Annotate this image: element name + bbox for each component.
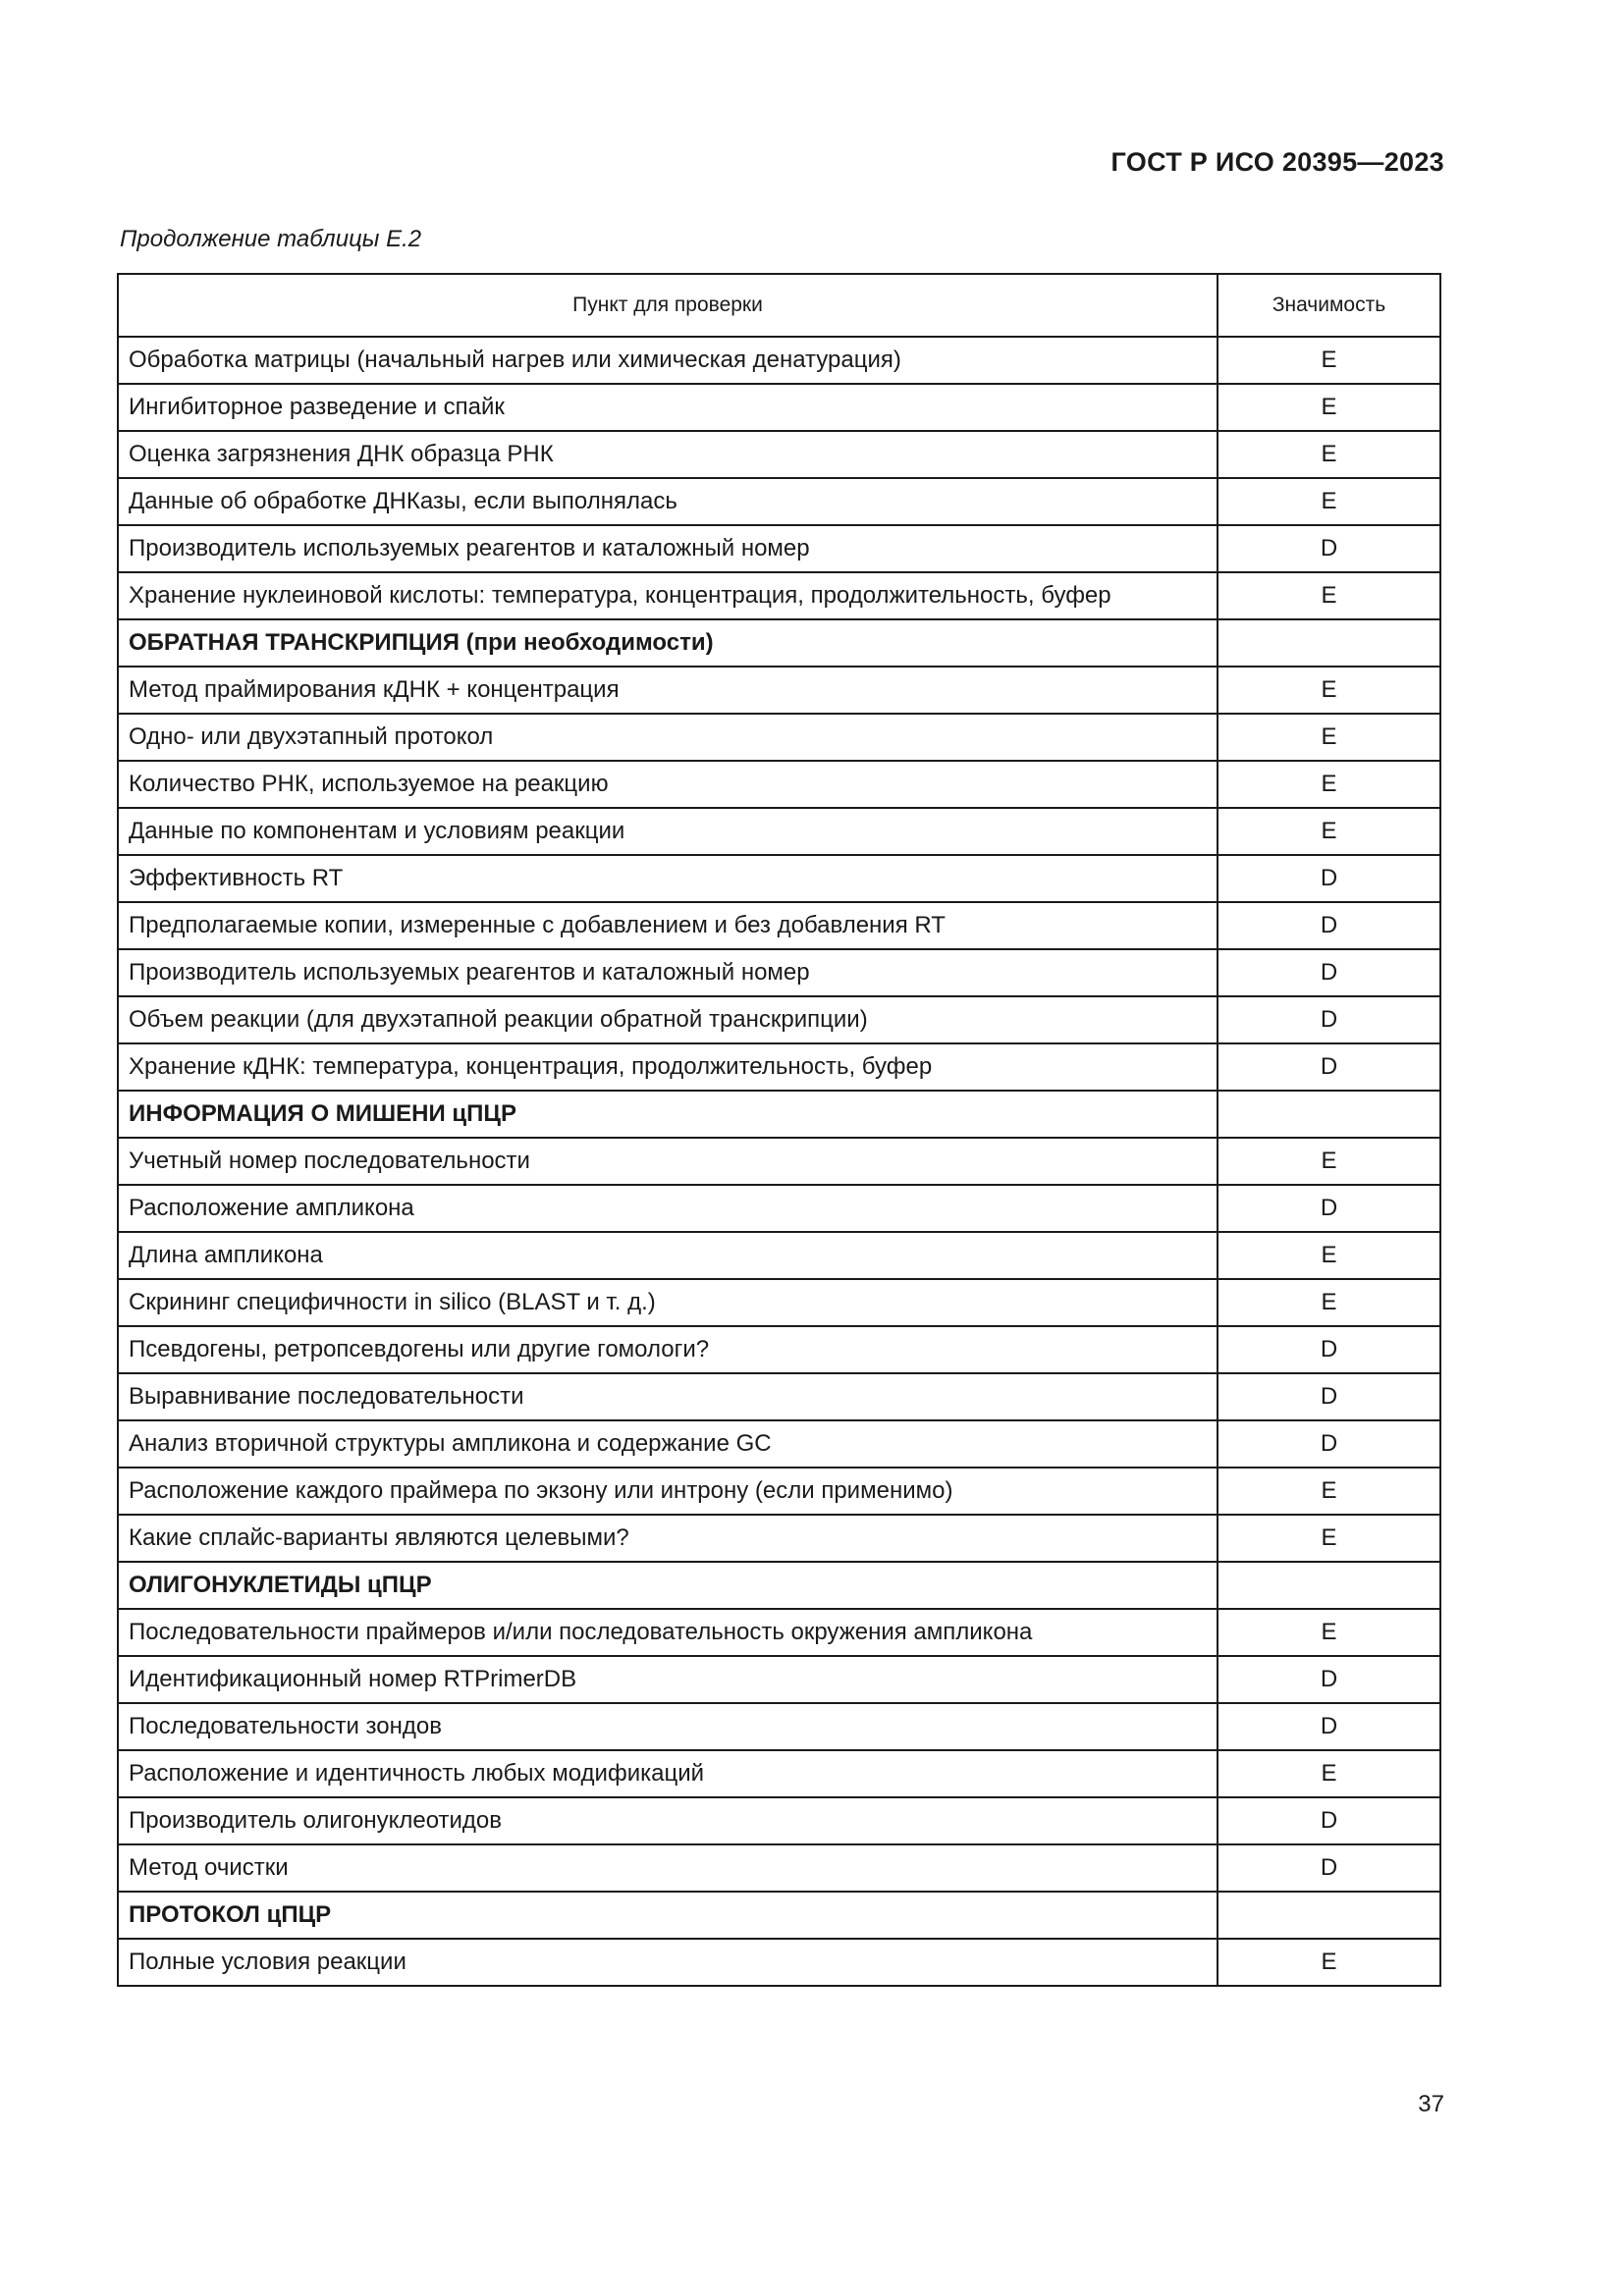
check-item: Идентификационный номер RTPrimerDB — [118, 1656, 1218, 1703]
table-row — [118, 1656, 1440, 1703]
checklist-table — [117, 273, 1441, 1987]
significance-value — [1218, 619, 1440, 667]
significance-value: E — [1218, 478, 1440, 525]
significance-value: D — [1218, 902, 1440, 949]
significance-value: E — [1218, 1609, 1440, 1656]
check-item: Данные об обработке ДНКазы, если выполнялась — [118, 478, 1218, 525]
check-item: Скрининг специфичности in silico (BLAST и т. д.) — [118, 1279, 1218, 1326]
significance-value: E — [1218, 431, 1440, 478]
table-row — [118, 855, 1440, 902]
table-row — [118, 1609, 1440, 1656]
significance-value: E — [1218, 667, 1440, 714]
check-item: Расположение каждого праймера по экзону или интрону (если применимо) — [118, 1468, 1218, 1515]
significance-value: D — [1218, 1797, 1440, 1844]
check-item: Производитель олигонуклеотидов — [118, 1797, 1218, 1844]
significance-value: E — [1218, 1468, 1440, 1515]
check-item: Псевдогены, ретропсевдогены или другие гомологи? — [118, 1326, 1218, 1373]
table-row — [118, 1468, 1440, 1515]
significance-value: E — [1218, 572, 1440, 619]
table-row — [118, 1232, 1440, 1279]
significance-value — [1218, 1562, 1440, 1609]
significance-value: D — [1218, 949, 1440, 996]
significance-value: E — [1218, 1515, 1440, 1562]
check-item: Метод очистки — [118, 1844, 1218, 1892]
significance-value: E — [1218, 1750, 1440, 1797]
check-item: Эффективность RT — [118, 855, 1218, 902]
column-header-significance: Значимость — [1218, 274, 1440, 337]
table-row — [118, 1844, 1440, 1892]
check-item: Объем реакции (для двухэтапной реакции обратной транскрипции) — [118, 996, 1218, 1043]
significance-value: E — [1218, 1138, 1440, 1185]
check-item: Производитель используемых реагентов и каталожный номер — [118, 949, 1218, 996]
document-standard-header: ГОСТ Р ИСО 20395—2023 — [1110, 147, 1444, 177]
check-item: Какие сплайс-варианты являются целевыми? — [118, 1515, 1218, 1562]
table-row — [118, 1797, 1440, 1844]
check-item: Метод праймирования кДНК + концентрация — [118, 667, 1218, 714]
section-header-row — [118, 1562, 1440, 1609]
table-row — [118, 808, 1440, 855]
check-item: Выравнивание последовательности — [118, 1373, 1218, 1420]
table-header-row — [118, 274, 1440, 337]
check-item: Расположение и идентичность любых модификаций — [118, 1750, 1218, 1797]
check-item: Предполагаемые копии, измеренные с добавлением и без добавления RT — [118, 902, 1218, 949]
check-item: Длина ампликона — [118, 1232, 1218, 1279]
significance-value: D — [1218, 1703, 1440, 1750]
check-item: Последовательности праймеров и/или последовательность окружения ампликона — [118, 1609, 1218, 1656]
table-row — [118, 902, 1440, 949]
significance-value: E — [1218, 384, 1440, 431]
significance-value: D — [1218, 1656, 1440, 1703]
significance-value: D — [1218, 1326, 1440, 1373]
section-header-row — [118, 1091, 1440, 1138]
significance-value: D — [1218, 525, 1440, 572]
significance-value: E — [1218, 714, 1440, 761]
table-row — [118, 1703, 1440, 1750]
significance-value — [1218, 1091, 1440, 1138]
table-row — [118, 949, 1440, 996]
section-title: ОЛИГОНУКЛЕТИДЫ цПЦР — [118, 1562, 1218, 1609]
significance-value: E — [1218, 1279, 1440, 1326]
significance-value: D — [1218, 1043, 1440, 1091]
section-title: ОБРАТНАЯ ТРАНСКРИПЦИЯ (при необходимости) — [118, 619, 1218, 667]
table-body — [118, 337, 1440, 1986]
check-item: Последовательности зондов — [118, 1703, 1218, 1750]
check-item: Хранение нуклеиновой кислоты: температура, концентрация, продолжительность, буфер — [118, 572, 1218, 619]
table-row — [118, 1279, 1440, 1326]
significance-value: D — [1218, 1844, 1440, 1892]
table-row — [118, 384, 1440, 431]
table-row — [118, 572, 1440, 619]
column-header-item: Пункт для проверки — [118, 274, 1218, 337]
table-row — [118, 1515, 1440, 1562]
table-row — [118, 1326, 1440, 1373]
significance-value: E — [1218, 808, 1440, 855]
table-row — [118, 1043, 1440, 1091]
table-row — [118, 431, 1440, 478]
significance-value: D — [1218, 1185, 1440, 1232]
significance-value: E — [1218, 1939, 1440, 1986]
section-title: ПРОТОКОЛ цПЦР — [118, 1892, 1218, 1939]
check-item: Анализ вторичной структуры ампликона и содержание GC — [118, 1420, 1218, 1468]
section-header-row — [118, 1892, 1440, 1939]
page-number: 37 — [1418, 2091, 1444, 2117]
table-row — [118, 525, 1440, 572]
table-row — [118, 337, 1440, 384]
check-item: Данные по компонентам и условиям реакции — [118, 808, 1218, 855]
significance-value: D — [1218, 855, 1440, 902]
section-title: ИНФОРМАЦИЯ О МИШЕНИ цПЦР — [118, 1091, 1218, 1138]
check-item: Ингибиторное разведение и спайк — [118, 384, 1218, 431]
table-row — [118, 761, 1440, 808]
check-item: Одно- или двухэтапный протокол — [118, 714, 1218, 761]
check-item: Количество РНК, используемое на реакцию — [118, 761, 1218, 808]
table-caption: Продолжение таблицы Е.2 — [120, 226, 422, 252]
check-item: Полные условия реакции — [118, 1939, 1218, 1986]
check-item: Оценка загрязнения ДНК образца РНК — [118, 431, 1218, 478]
check-item: Учетный номер последовательности — [118, 1138, 1218, 1185]
table-row — [118, 1373, 1440, 1420]
significance-value: E — [1218, 761, 1440, 808]
check-item: Расположение ампликона — [118, 1185, 1218, 1232]
significance-value: D — [1218, 996, 1440, 1043]
check-item: Производитель используемых реагентов и каталожный номер — [118, 525, 1218, 572]
significance-value: D — [1218, 1420, 1440, 1468]
significance-value: E — [1218, 337, 1440, 384]
table-row — [118, 1750, 1440, 1797]
table-row — [118, 1939, 1440, 1986]
table-row — [118, 478, 1440, 525]
table-row — [118, 1185, 1440, 1232]
table-row — [118, 1138, 1440, 1185]
table-row — [118, 667, 1440, 714]
significance-value — [1218, 1892, 1440, 1939]
table-row — [118, 996, 1440, 1043]
section-header-row — [118, 619, 1440, 667]
table-row — [118, 1420, 1440, 1468]
significance-value: E — [1218, 1232, 1440, 1279]
table-row — [118, 714, 1440, 761]
check-item: Хранение кДНК: температура, концентрация, продолжительность, буфер — [118, 1043, 1218, 1091]
check-item: Обработка матрицы (начальный нагрев или химическая денатурация) — [118, 337, 1218, 384]
significance-value: D — [1218, 1373, 1440, 1420]
